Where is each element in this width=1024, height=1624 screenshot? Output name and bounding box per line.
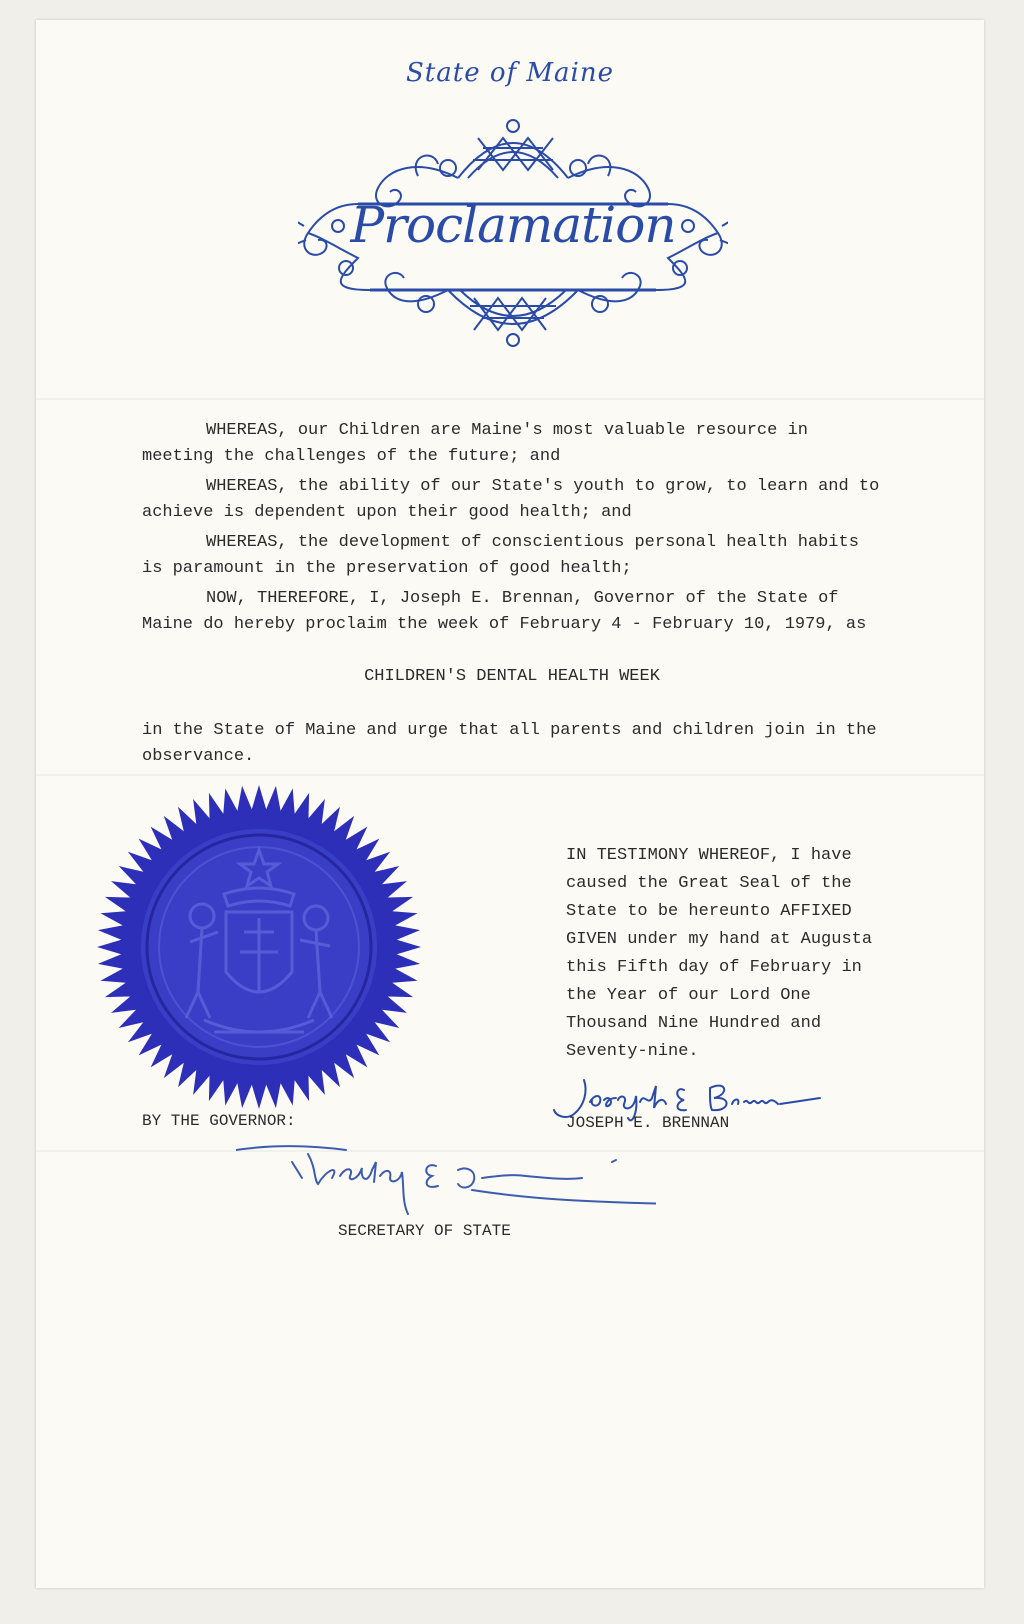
whereas-paragraph: WHEREAS, the ability of our State's youth to grow, to learn and to achieve is dependent upon their good health; and bbox=[142, 477, 880, 522]
testimony-line: this Fifth day of February in bbox=[566, 958, 862, 977]
fold-line bbox=[36, 398, 984, 400]
proclaimed-week-title: CHILDREN'S DENTAL HEALTH WEEK bbox=[364, 667, 660, 686]
proclamation-body bbox=[142, 418, 882, 770]
fold-line bbox=[36, 774, 984, 776]
proclamation-cartouche bbox=[298, 108, 728, 358]
great-seal-of-maine bbox=[94, 782, 424, 1112]
whereas-paragraph: WHEREAS, the development of conscientious personal health habits is paramount in the preservation of good health; bbox=[142, 533, 859, 578]
testimony-line: IN TESTIMONY WHEREOF, I have bbox=[566, 846, 852, 865]
secretary-of-state-signature bbox=[236, 1140, 656, 1220]
testimony-line: Thousand Nine Hundred and bbox=[566, 1014, 822, 1033]
whereas-paragraph: WHEREAS, our Children are Maine's most valuable resource in meeting the challenges of the future; and bbox=[142, 421, 808, 466]
secretary-signature-icon bbox=[236, 1140, 656, 1220]
proclamation-title: Proclamation bbox=[350, 196, 676, 254]
testimony-line: State to be hereunto AFFIXED bbox=[566, 902, 852, 921]
closing-paragraph: in the State of Maine and urge that all parents and children join in the observance. bbox=[142, 721, 877, 766]
testimony-line: caused the Great Seal of the bbox=[566, 874, 852, 893]
testimony-block bbox=[566, 842, 873, 1066]
seal-icon bbox=[94, 782, 424, 1112]
testimony-line: Seventy-nine. bbox=[566, 1042, 699, 1061]
testimony-line: the Year of our Lord One bbox=[566, 986, 811, 1005]
secretary-of-state-title: SECRETARY OF STATE bbox=[338, 1222, 511, 1240]
state-heading: State of Maine bbox=[406, 58, 614, 88]
proclamation-document bbox=[36, 20, 984, 1588]
testimony-line: GIVEN under my hand at Augusta bbox=[566, 930, 873, 949]
by-the-governor-label: BY THE GOVERNOR: bbox=[142, 1112, 296, 1130]
governor-name: JOSEPH E. BRENNAN bbox=[566, 1114, 730, 1132]
now-therefore-paragraph: NOW, THEREFORE, I, Joseph E. Brennan, Governor of the State of Maine do hereby proclaim the week of February 4 - February 10, 1979, as bbox=[142, 589, 867, 634]
